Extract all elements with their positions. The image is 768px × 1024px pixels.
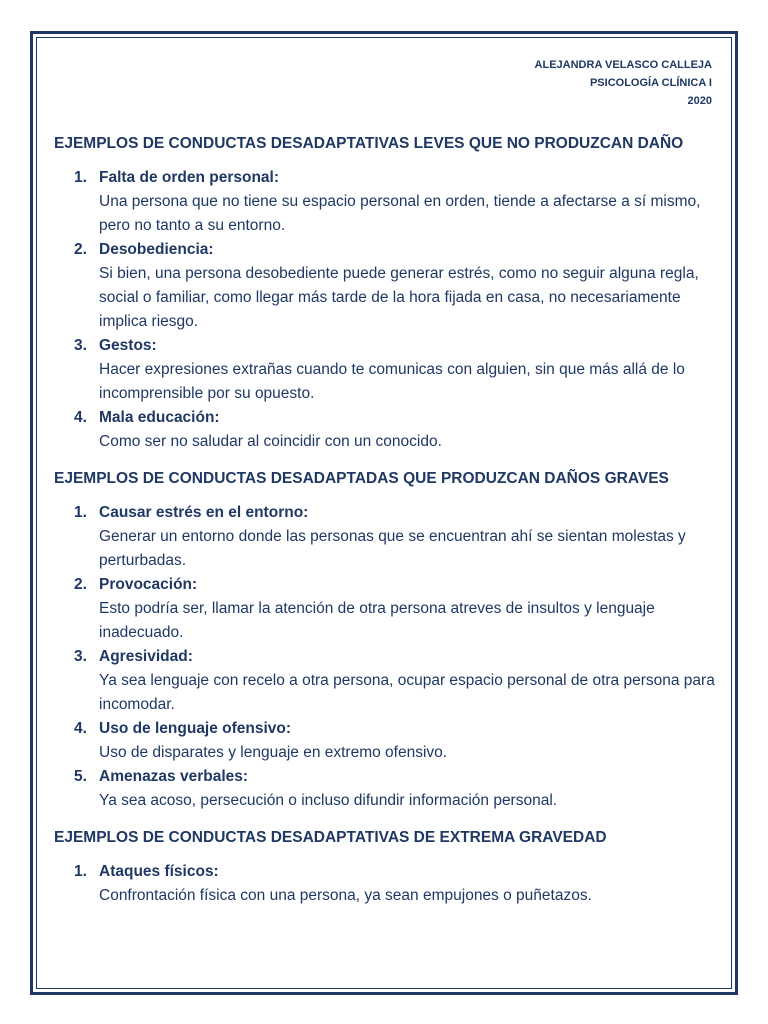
item-description: Esto podría ser, llamar la atención de otra persona atreves de insultos y lenguaje inadecuado. bbox=[99, 600, 655, 641]
item-number: 3. bbox=[74, 337, 87, 354]
year: 2020 bbox=[687, 95, 712, 107]
item-description: Uso de disparates y lenguaje en extremo ofensivo. bbox=[99, 744, 448, 761]
item-description: Ya sea acoso, persecución o incluso difundir información personal. bbox=[99, 792, 558, 809]
item-title: Amenazas verbales: bbox=[99, 768, 249, 785]
list-item bbox=[54, 573, 722, 645]
list-item bbox=[54, 334, 722, 406]
item-title: Gestos: bbox=[99, 337, 157, 354]
item-description: Como ser no saludar al coincidir con un conocido. bbox=[99, 433, 442, 450]
numbered-list bbox=[54, 166, 722, 454]
item-title: Causar estrés en el entorno: bbox=[99, 504, 309, 521]
item-number: 1. bbox=[74, 169, 87, 186]
numbered-list bbox=[54, 860, 722, 908]
list-item bbox=[54, 717, 722, 765]
item-title: Uso de lenguaje ofensivo: bbox=[99, 720, 292, 737]
item-number: 5. bbox=[74, 768, 87, 785]
item-title: Mala educación: bbox=[99, 409, 220, 426]
list-item bbox=[54, 166, 722, 238]
item-number: 2. bbox=[74, 241, 87, 258]
section-title: EJEMPLOS DE CONDUCTAS DESADAPTATIVAS LEVES QUE NO PRODUZCAN DAÑO bbox=[54, 135, 684, 152]
item-description: Generar un entorno donde las personas que se encuentran ahí se sientan molestas y perturbadas. bbox=[99, 528, 686, 569]
item-title: Ataques físicos: bbox=[99, 863, 219, 880]
item-title: Desobediencia: bbox=[99, 241, 214, 258]
item-title: Falta de orden personal: bbox=[99, 169, 280, 186]
item-number: 1. bbox=[74, 504, 87, 521]
course-name: PSICOLOGÍA CLÍNICA I bbox=[589, 77, 712, 89]
item-title: Provocación: bbox=[99, 576, 198, 593]
item-description: Si bien, una persona desobediente puede generar estrés, como no seguir alguna regla, social o familiar, como llegar más tarde de la hora fijada en casa, no necesariamente implica riesgo. bbox=[99, 265, 699, 330]
item-number: 4. bbox=[74, 720, 87, 737]
numbered-list bbox=[54, 501, 722, 813]
list-item bbox=[54, 238, 722, 334]
item-title: Agresividad: bbox=[99, 648, 193, 665]
document-header bbox=[535, 56, 712, 110]
list-item bbox=[54, 406, 722, 454]
item-description: Hacer expresiones extrañas cuando te comunicas con alguien, sin que más allá de lo incomprensible por su opuesto. bbox=[99, 361, 685, 402]
document-body bbox=[54, 132, 722, 921]
section-title: EJEMPLOS DE CONDUCTAS DESADAPTATIVAS DE EXTREMA GRAVEDAD bbox=[54, 829, 607, 846]
item-number: 1. bbox=[74, 863, 87, 880]
list-item bbox=[54, 645, 722, 717]
item-number: 4. bbox=[74, 409, 87, 426]
list-item bbox=[54, 501, 722, 573]
item-number: 3. bbox=[74, 648, 87, 665]
section-title: EJEMPLOS DE CONDUCTAS DESADAPTADAS QUE PRODUZCAN DAÑOS GRAVES bbox=[54, 470, 669, 487]
author-name: ALEJANDRA VELASCO CALLEJA bbox=[534, 59, 712, 71]
item-description: Confrontación física con una persona, ya sean empujones o puñetazos. bbox=[99, 887, 592, 904]
list-item bbox=[54, 765, 722, 813]
item-description: Una persona que no tiene su espacio personal en orden, tiende a afectarse a sí mismo, pero no tanto a su entorno. bbox=[99, 193, 701, 234]
item-description: Ya sea lenguaje con recelo a otra persona, ocupar espacio personal de otra persona para incomodar. bbox=[99, 672, 715, 713]
list-item bbox=[54, 860, 722, 908]
item-number: 2. bbox=[74, 576, 87, 593]
